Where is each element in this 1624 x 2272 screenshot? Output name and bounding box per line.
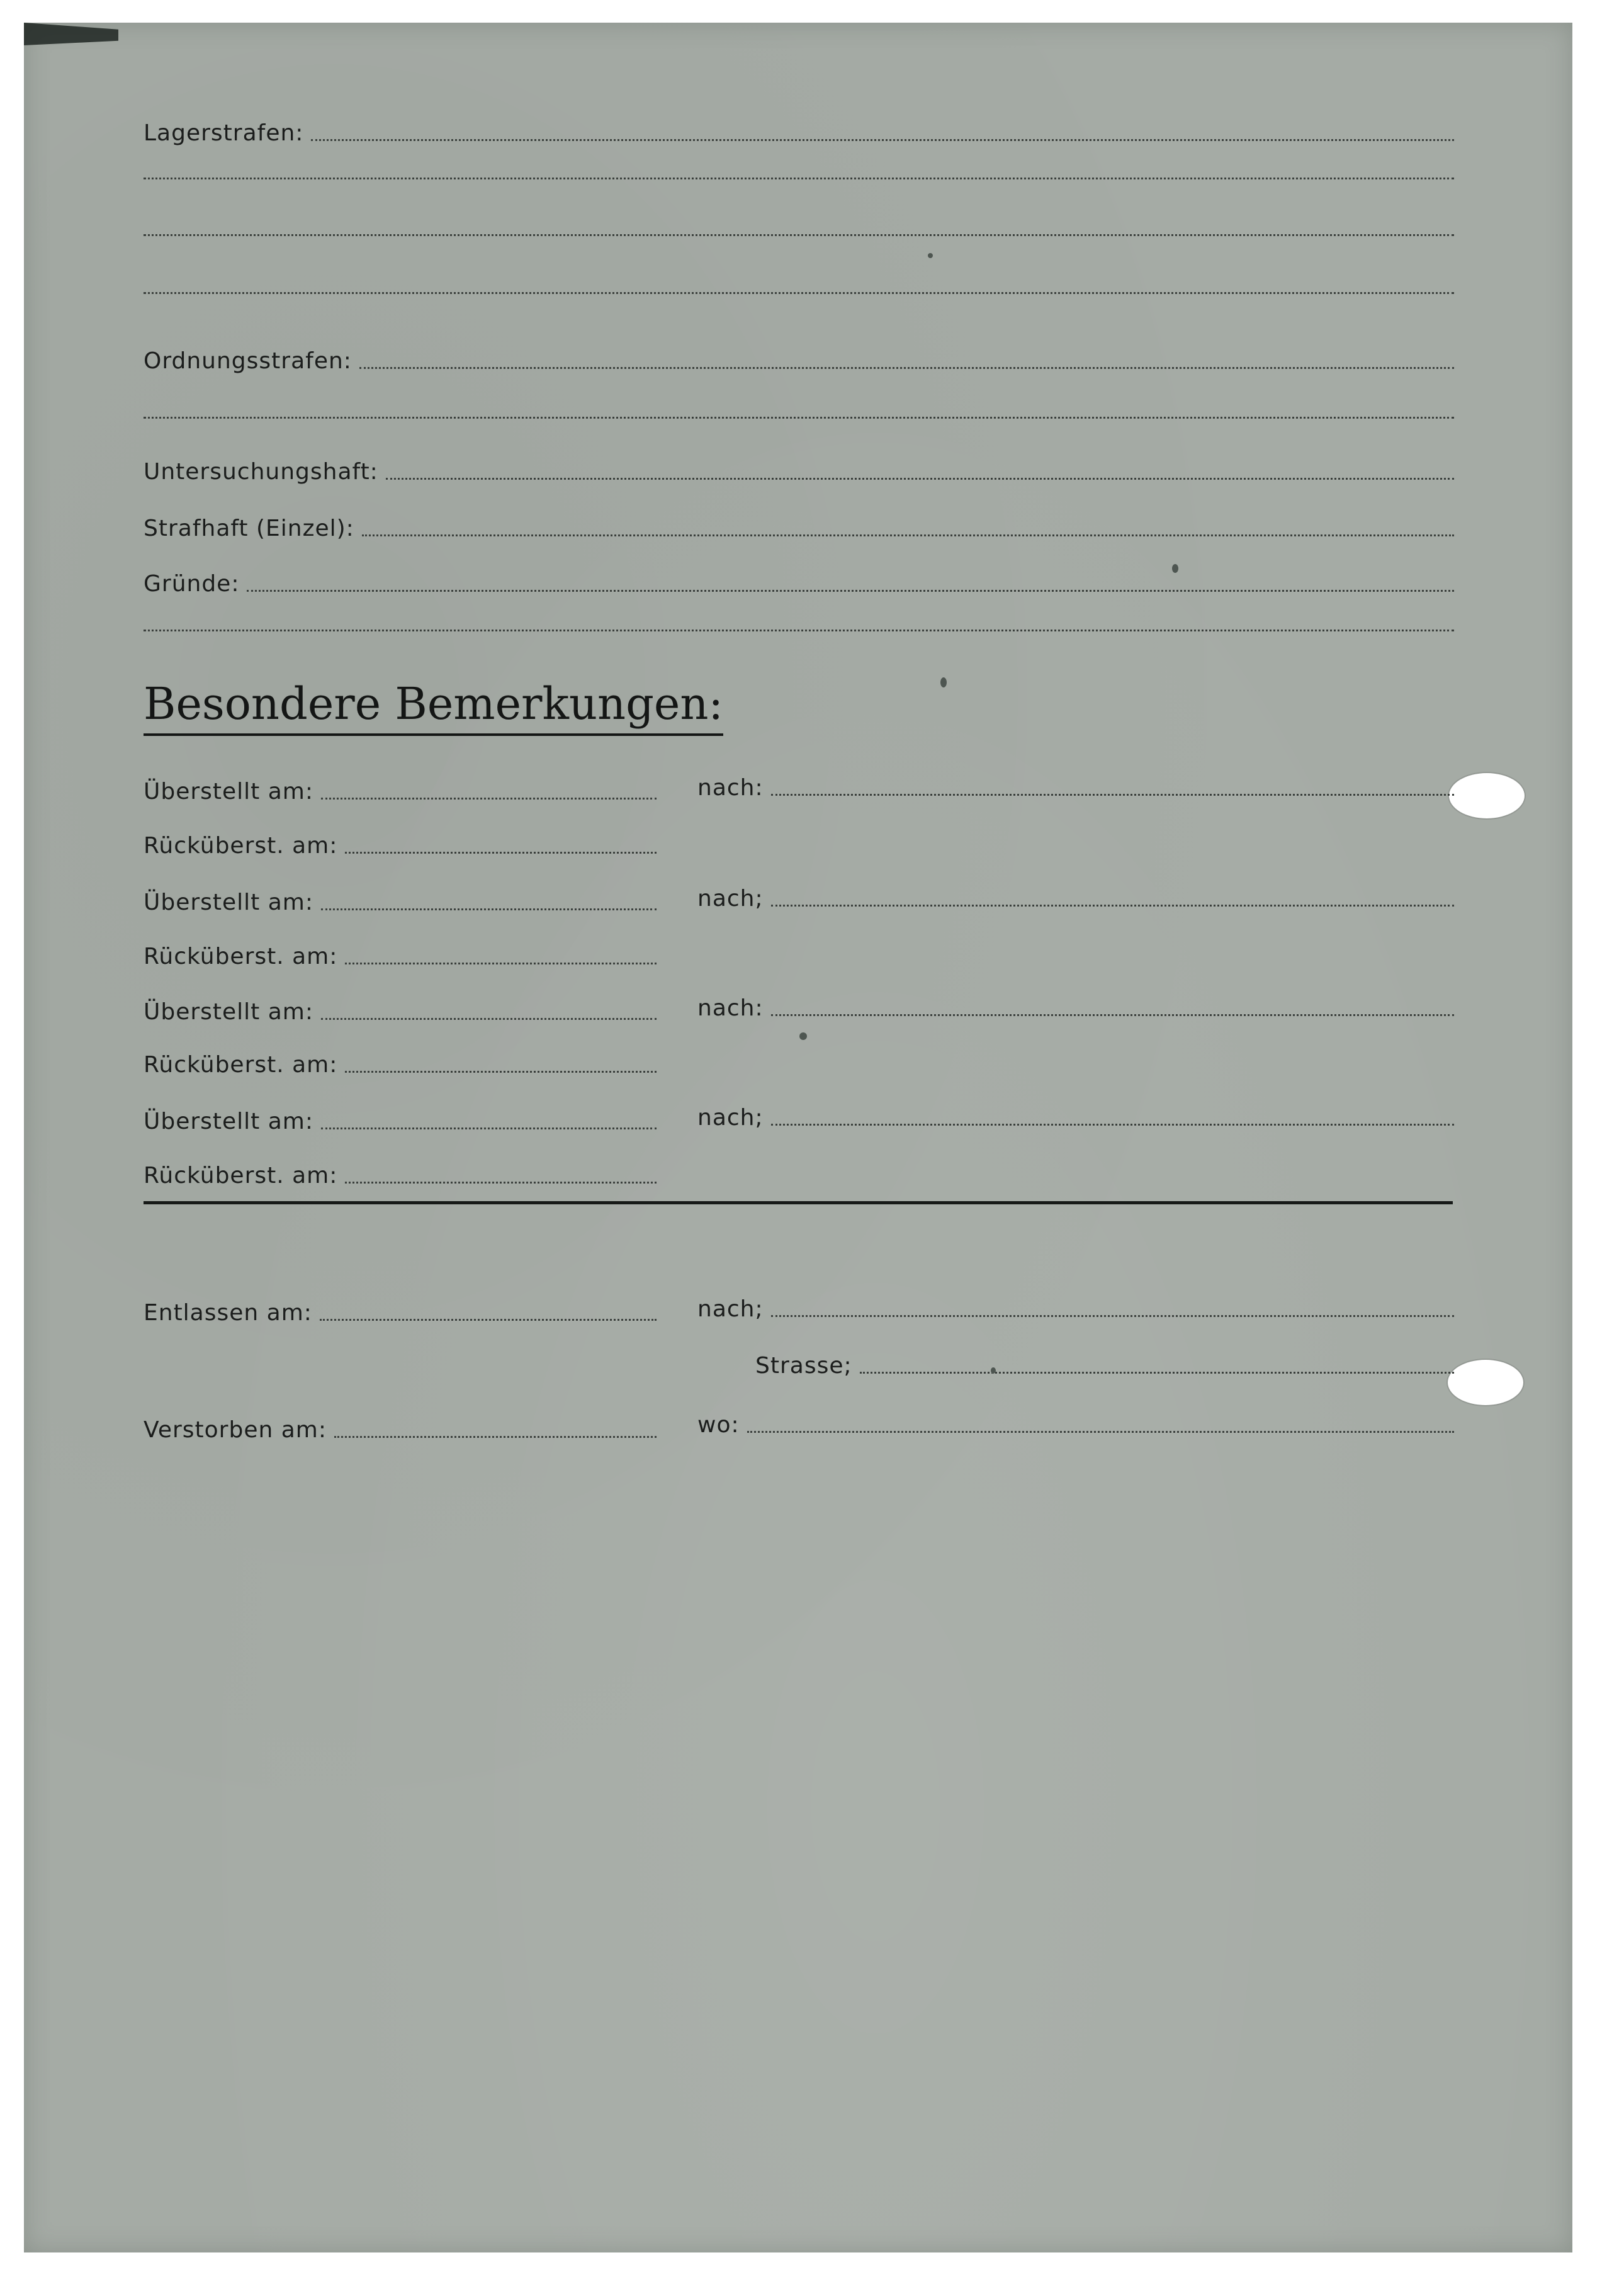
entlassen-line[interactable] <box>320 1319 657 1321</box>
section-divider <box>144 1201 1453 1204</box>
release-nach-line[interactable] <box>771 1315 1454 1317</box>
rueck-label-3: Rücküberst. am: <box>144 1052 338 1078</box>
ueberstellt-field-2[interactable] <box>144 883 657 914</box>
ueberstellt-label-1: Überstellt am: <box>144 779 313 805</box>
rueck-label-2: Rücküberst. am: <box>144 944 338 969</box>
rueck-field-1[interactable] <box>144 826 657 857</box>
entlassen-field[interactable] <box>144 1293 657 1325</box>
ordnungsstrafen-field[interactable] <box>144 341 1454 373</box>
release-nach-label: nach; <box>697 1296 764 1322</box>
rueck-field-3[interactable] <box>144 1045 657 1077</box>
release-nach-field[interactable] <box>697 1289 1454 1321</box>
strafhaft-line[interactable] <box>362 534 1454 536</box>
ueberstellt-field-1[interactable] <box>144 772 657 803</box>
rueck-field-4[interactable] <box>144 1156 657 1187</box>
gruende-line[interactable] <box>247 590 1454 592</box>
strasse-label: Strasse; <box>755 1353 852 1379</box>
ueberstellt-field-3[interactable] <box>144 992 657 1024</box>
rueck-field-2[interactable] <box>144 937 657 968</box>
lagerstrafen-label: Lagerstrafen: <box>144 120 304 146</box>
ueberstellt-field-4[interactable] <box>144 1102 657 1133</box>
paper-speck <box>799 1032 807 1040</box>
rueck-line-1[interactable] <box>345 852 657 854</box>
rueck-line-4[interactable] <box>345 1182 657 1184</box>
ueberstellt-line-1[interactable] <box>321 798 657 800</box>
nach-field-1[interactable] <box>697 768 1454 800</box>
paper-speck <box>928 253 933 258</box>
nach-label-3: nach: <box>697 995 764 1021</box>
paper-speck <box>940 677 947 687</box>
strafhaft-label: Strafhaft (Einzel): <box>144 516 354 541</box>
ordnungsstrafen-label: Ordnungsstrafen: <box>144 348 352 374</box>
wo-field[interactable] <box>697 1405 1454 1437</box>
wo-line[interactable] <box>747 1431 1454 1433</box>
paper-speck <box>1172 564 1178 573</box>
verstorben-field[interactable] <box>144 1410 657 1442</box>
punch-hole-bottom <box>1448 1360 1523 1405</box>
rueck-label-4: Rücküberst. am: <box>144 1163 338 1189</box>
nach-label-2: nach; <box>697 886 764 912</box>
ordnungsstrafen-line[interactable] <box>359 367 1454 369</box>
ueberstellt-line-2[interactable] <box>321 908 657 910</box>
nach-line-2[interactable] <box>771 905 1454 907</box>
ueberstellt-label-4: Überstellt am: <box>144 1109 313 1134</box>
lagerstrafen-line-3[interactable] <box>144 234 1454 236</box>
ueberstellt-label-2: Überstellt am: <box>144 890 313 915</box>
strafhaft-field[interactable] <box>144 509 1454 540</box>
nach-field-3[interactable] <box>697 988 1454 1020</box>
nach-label-1: nach: <box>697 775 764 801</box>
punch-hole-top <box>1449 773 1525 818</box>
lagerstrafen-line-4[interactable] <box>144 292 1454 294</box>
gruende-label: Gründe: <box>144 571 240 597</box>
lagerstrafen-field[interactable] <box>144 113 1454 145</box>
paper-speck <box>991 1367 996 1374</box>
verstorben-label: Verstorben am: <box>144 1417 327 1443</box>
lagerstrafen-line-2[interactable] <box>144 178 1454 179</box>
nach-line-4[interactable] <box>771 1124 1454 1126</box>
strasse-field[interactable] <box>755 1346 1454 1377</box>
verstorben-line[interactable] <box>334 1436 657 1438</box>
rueck-line-2[interactable] <box>345 963 657 964</box>
nach-field-4[interactable] <box>697 1098 1454 1129</box>
lagerstrafen-line[interactable] <box>311 139 1454 141</box>
strasse-line[interactable] <box>860 1372 1454 1374</box>
ordnungsstrafen-line-2[interactable] <box>144 417 1454 419</box>
ueberstellt-line-4[interactable] <box>321 1128 657 1129</box>
ueberstellt-label-3: Überstellt am: <box>144 999 313 1025</box>
rueck-line-3[interactable] <box>345 1071 657 1073</box>
remarks-heading: Besondere Bemerkungen: <box>144 680 723 736</box>
untersuchungshaft-label: Untersuchungshaft: <box>144 459 378 485</box>
nach-line-1[interactable] <box>771 794 1454 796</box>
ueberstellt-line-3[interactable] <box>321 1018 657 1020</box>
nach-line-3[interactable] <box>771 1014 1454 1016</box>
untersuchungshaft-line[interactable] <box>386 478 1454 480</box>
gruende-line-2[interactable] <box>144 630 1454 631</box>
gruende-field[interactable] <box>144 564 1454 596</box>
wo-label: wo: <box>697 1412 740 1438</box>
entlassen-label: Entlassen am: <box>144 1300 312 1326</box>
nach-label-4: nach; <box>697 1105 764 1131</box>
nach-field-2[interactable] <box>697 879 1454 910</box>
rueck-label-1: Rücküberst. am: <box>144 833 338 859</box>
untersuchungshaft-field[interactable] <box>144 452 1454 483</box>
